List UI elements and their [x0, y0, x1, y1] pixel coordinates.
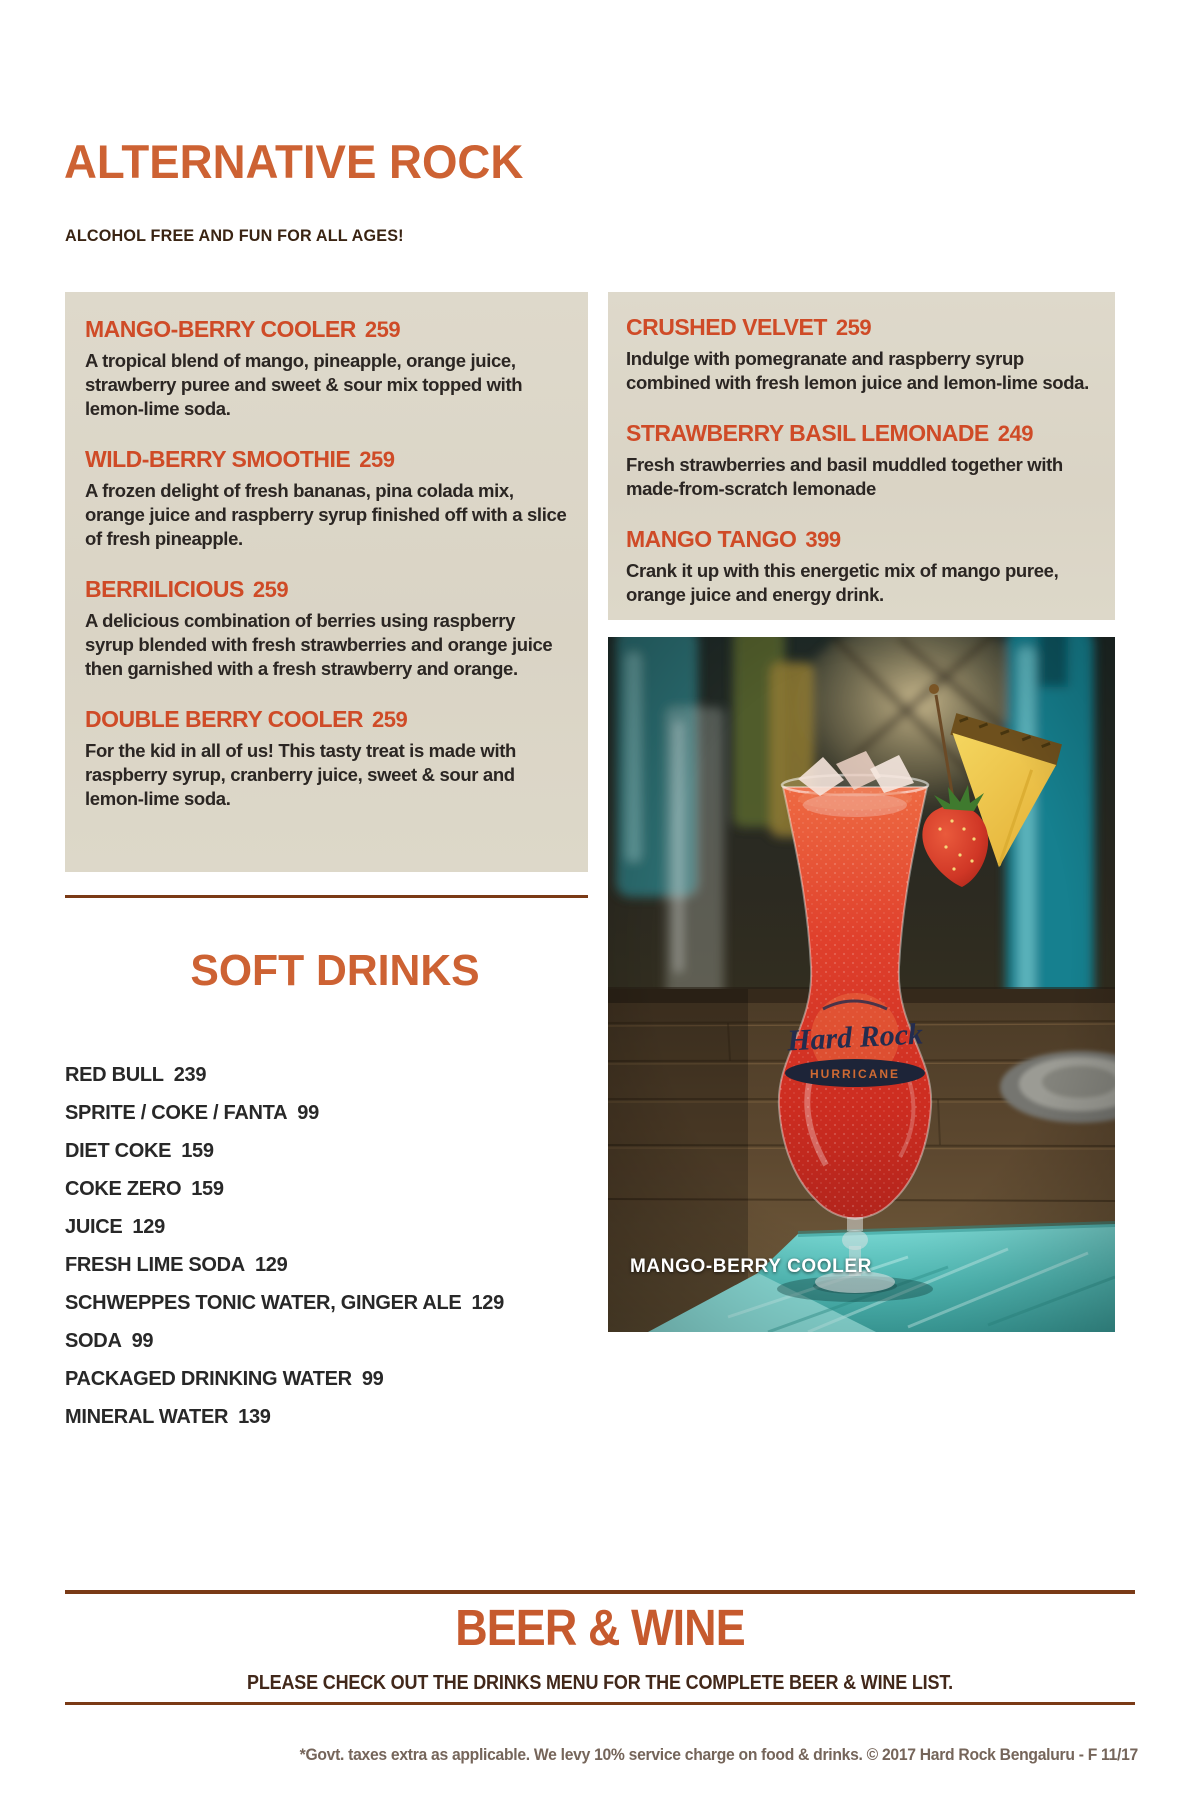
item-name: BERRILICIOUS [85, 576, 244, 602]
beer-wine-note: PLEASE CHECK OUT THE DRINKS MENU FOR THE COMPLETE BEER & WINE LIST. [247, 1672, 953, 1694]
soft-drink-name: RED BULL [65, 1064, 164, 1086]
alt-rock-left-panel [65, 292, 588, 872]
soft-drink-price: 159 [191, 1178, 224, 1200]
item-price: 249 [997, 421, 1033, 446]
soft-drink-name: MINERAL WATER [65, 1406, 229, 1428]
soft-drink-price: 239 [173, 1064, 207, 1086]
item-name: MANGO TANGO [626, 526, 797, 552]
soft-drink-row [65, 1398, 525, 1436]
item-description: A tropical blend of mango, pineapple, orange juice, strawberry puree and sweet & sour mix topped with lemon-lime soda. [85, 350, 523, 419]
section-divider [65, 895, 588, 898]
soft-drink-name: COKE ZERO [65, 1178, 182, 1200]
menu-item [85, 446, 568, 551]
soft-drink-price: 99 [297, 1102, 319, 1124]
menu-item [85, 706, 568, 811]
menu-item [85, 316, 568, 421]
soft-drink-price: 159 [181, 1140, 214, 1162]
photo-caption: MANGO-BERRY COOLER [630, 1256, 872, 1277]
item-description: Indulge with pomegranate and raspberry syrup combined with fresh lemon juice and lemon-lime soda. [626, 348, 1089, 393]
item-price: 259 [252, 577, 289, 602]
soft-drink-row [65, 1322, 525, 1360]
page-subtitle: ALCOHOL FREE AND FUN FOR ALL AGES! [65, 226, 404, 245]
item-name: MANGO-BERRY COOLER [85, 316, 356, 342]
soft-drink-price: 139 [238, 1406, 271, 1428]
mango-berry-cooler-photo [608, 637, 1115, 1332]
item-description: Fresh strawberries and basil muddled together with made-from-scratch lemonade [626, 454, 1063, 499]
item-name: DOUBLE BERRY COOLER [85, 706, 364, 732]
menu-item [626, 420, 1097, 501]
soft-drink-price: 129 [471, 1292, 504, 1314]
item-name: STRAWBERRY BASIL LEMONADE [626, 420, 989, 446]
soft-drink-row [65, 1284, 525, 1322]
soft-drink-row [65, 1094, 525, 1132]
drink-photo [608, 637, 1115, 1332]
menu-item [626, 314, 1097, 395]
item-name: CRUSHED VELVET [626, 314, 827, 340]
soft-drink-price: 99 [361, 1368, 384, 1390]
item-price: 399 [805, 527, 841, 552]
soft-drink-row [65, 1360, 525, 1398]
soft-drinks-title: SOFT DRINKS [190, 946, 480, 995]
item-description: A frozen delight of fresh bananas, pina colada mix, orange juice and raspberry syrup finished off with a slice of fresh pineapple. [85, 480, 567, 549]
soft-drinks-list [65, 1056, 525, 1436]
item-price: 259 [359, 447, 395, 472]
soft-drink-row [65, 1208, 525, 1246]
soft-drink-row [65, 1132, 525, 1170]
item-price: 259 [372, 707, 408, 732]
item-description: For the kid in all of us! This tasty treat is made with raspberry syrup, cranberry juice, sweet & sour and lemon-lime soda. [85, 740, 516, 809]
beer-wine-bottom-divider [65, 1702, 1135, 1705]
page-title: ALTERNATIVE ROCK [64, 135, 524, 188]
alt-rock-right-panel [608, 292, 1115, 620]
soft-drink-price: 129 [254, 1254, 288, 1276]
soft-drink-row [65, 1170, 525, 1208]
soft-drink-name: DIET COKE [65, 1140, 172, 1162]
item-description: A delicious combination of berries using raspberry syrup blended with fresh strawberries and orange juice then garnished with a fresh strawberry and orange. [85, 610, 553, 679]
soft-drink-name: SODA [65, 1330, 122, 1352]
soft-drink-name: SPRITE / COKE / FANTA [65, 1102, 288, 1124]
soft-drink-name: PACKAGED DRINKING WATER [65, 1368, 352, 1390]
beer-wine-title: BEER & WINE [455, 1599, 745, 1656]
soft-drink-name: FRESH LIME SODA [65, 1254, 245, 1276]
item-price: 259 [835, 315, 872, 340]
footer-note: *Govt. taxes extra as applicable. We levy 10% service charge on food & drinks. © 2017 Hard Rock Bengaluru - F 11/17 [299, 1746, 1138, 1764]
item-name: WILD-BERRY SMOOTHIE [85, 446, 351, 472]
menu-item [85, 576, 568, 681]
soft-drink-price: 99 [131, 1330, 154, 1352]
item-price: 259 [364, 317, 401, 342]
soft-drink-row [65, 1056, 525, 1094]
menu-item [626, 526, 1097, 607]
soft-drink-row [65, 1246, 525, 1284]
soft-drink-price: 129 [132, 1216, 165, 1238]
soft-drink-name: JUICE [65, 1216, 123, 1238]
item-description: Crank it up with this energetic mix of mango puree, orange juice and energy drink. [626, 560, 1059, 605]
photo-vignette [608, 637, 1115, 1332]
beer-wine-top-divider [65, 1590, 1135, 1594]
soft-drink-name: SCHWEPPES TONIC WATER, GINGER ALE [65, 1292, 462, 1314]
